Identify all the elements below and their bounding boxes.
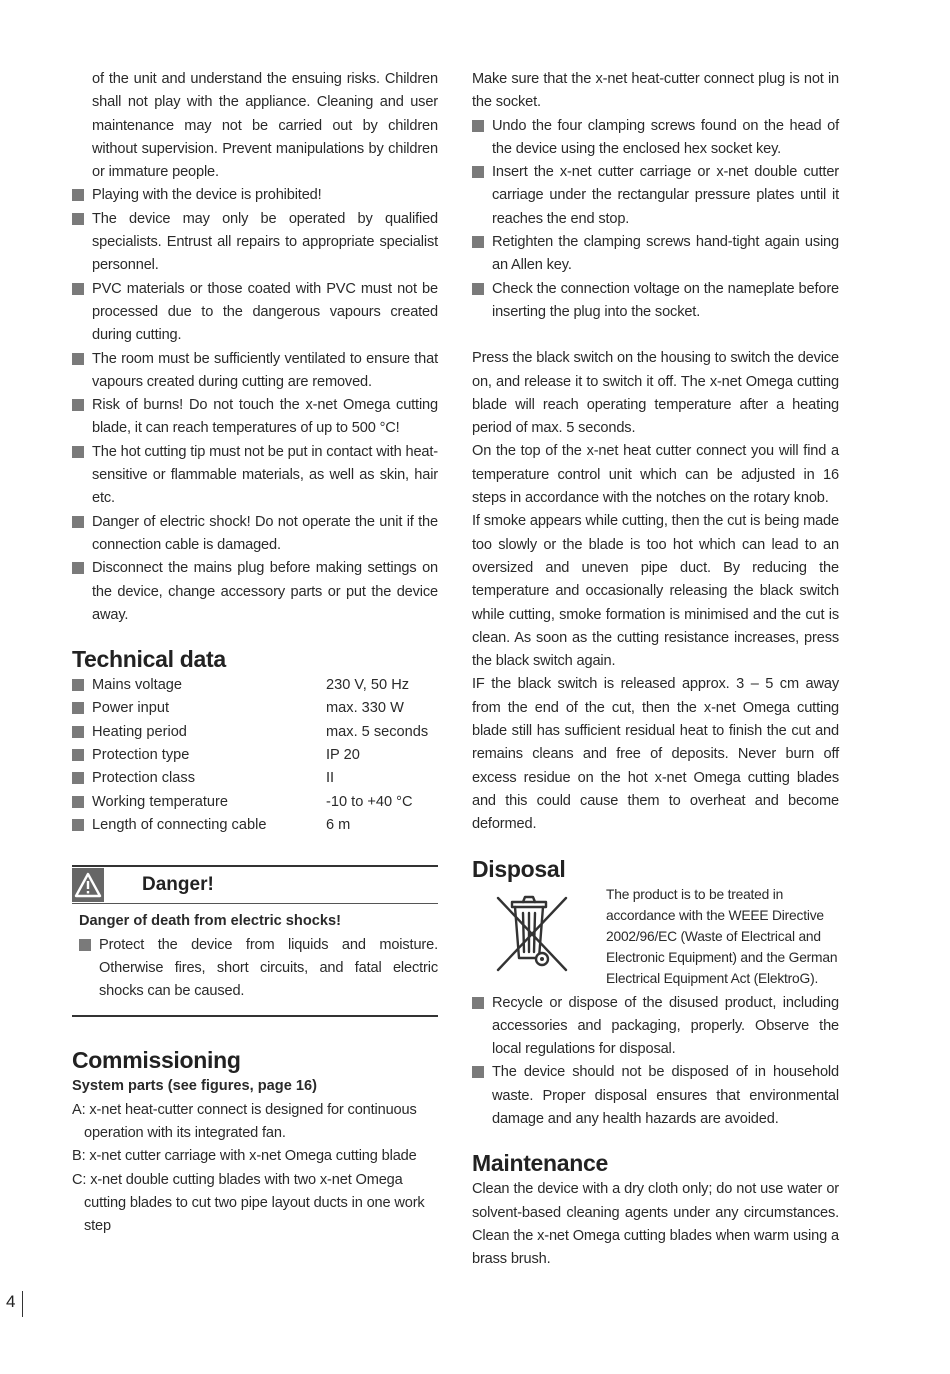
spec-label: Power input: [72, 697, 326, 720]
system-parts-list: [72, 1099, 438, 1239]
spec-label: Mains voltage: [72, 674, 326, 697]
technical-data-table: [72, 674, 438, 837]
technical-data-heading: Technical data: [72, 646, 226, 673]
spec-label: Protection type: [72, 744, 326, 767]
system-parts-heading: System parts (see figures, page 16): [72, 1078, 317, 1095]
list-item: Insert the x-net cutter carriage or x-net double cutter carriage under the rectangular pressure plates until it reaches the end stop.: [472, 161, 839, 231]
list-item: Undo the four clamping screws found on the head of the device using the enclosed hex socket key.: [472, 115, 839, 162]
safety-list: [72, 184, 438, 627]
plug-note: Make sure that the x-net heat-cutter connect plug is not in the socket.: [472, 71, 839, 111]
maintenance-heading: Maintenance: [472, 1150, 609, 1177]
list-item: Protect the device from liquids and moisture. Otherwise fires, short circuits, and fatal electric shocks can be caused.: [79, 934, 438, 1004]
list-item: Danger of electric shock! Do not operate the unit if the connection cable is damaged.: [72, 511, 438, 558]
list-item: Retighten the clamping screws hand-tight again using an Allen key.: [472, 231, 839, 278]
spec-value: 230 V, 50 Hz: [326, 677, 410, 694]
operation-paragraph: IF the black switch is released approx. 3 – 5 cm away from the end of the cut, then the x-net Omega cutting blade still has sufficient residual heat to finish the cut and remains cleans and free of deposits. Never burn off excess residue on the hot x-net Omega cutting blades and this could cause them to overheat and become deformed.: [472, 676, 839, 833]
danger-box: [72, 865, 438, 1017]
left-column: [72, 68, 438, 1238]
disposal-list: [472, 992, 839, 1132]
operation-paragraph: On the top of the x-net heat cutter connect you will find a temperature control unit which can be adjusted in 16 steps in accordance with the notches on the rotary knob.: [472, 443, 839, 507]
disposal-heading: Disposal: [472, 855, 566, 882]
assembly-steps-list: [472, 115, 839, 325]
table-row: [72, 767, 438, 790]
list-item: PVC materials or those coated with PVC must not be processed due to the dangerous vapours created during cutting.: [72, 278, 438, 348]
maintenance-text: Clean the device with a dry cloth only; do not use water or solvent-based cleaning agents under any circumstances. Clean the x-net Omega cutting blades when warm using a brass brush.: [472, 1181, 839, 1268]
spec-value: max. 330 W: [326, 700, 404, 717]
crossed-out-bin-icon: [472, 886, 606, 986]
danger-header: [72, 867, 438, 904]
weee-text: The product is to be treated in accordance with the WEEE Directive 2002/96/EC (Waste of Electrical and Electronic Equipment) and the German Electrical Equipment Act (ElektroG).: [606, 886, 838, 986]
right-column: [472, 68, 839, 1271]
table-row: [72, 721, 438, 744]
list-item: Risk of burns! Do not touch the x-net Omega cutting blade, it can reach temperatures of up to 500 °C!: [72, 394, 438, 441]
spec-value: 6 m: [326, 816, 351, 833]
intro-continuation: of the unit and understand the ensuing risks. Children shall not play with the appliance. Cleaning and user maintenance may not be carried out by children without supervision. Prevent manipulations by children or immature people.: [92, 71, 438, 181]
weee-notice: [472, 886, 839, 989]
spec-label: Protection class: [72, 767, 326, 790]
danger-subtitle: Danger of death from electric shocks!: [79, 913, 341, 930]
table-row: [72, 791, 438, 814]
danger-title: Danger!: [142, 874, 214, 896]
commissioning-heading: Commissioning: [72, 1047, 241, 1074]
operation-paragraph: If smoke appears while cutting, then the cut is being made too slowly or the blade is too hot which can lead to an oversized and uneven pipe duct. By reducing the temperature and occasionally releasing the black switch while cutting, smoke formation is minimised and the cut is clean. As soon as the cutting resistance increases, press the black switch again.: [472, 513, 839, 670]
page-number: 4: [6, 1292, 16, 1311]
table-row: [72, 814, 438, 837]
spec-value: IP 20: [326, 747, 360, 764]
spec-label: Length of connecting cable: [72, 814, 326, 837]
list-item: The hot cutting tip must not be put in contact with heat-sensitive or flammable materials, as well as skin, hair etc.: [72, 441, 438, 511]
list-item: Recycle or dispose of the disused product, including accessories and packaging, properly. Observe the local regulations for disposal.: [472, 992, 839, 1062]
spec-label: Working temperature: [72, 791, 326, 814]
warning-triangle-icon: [72, 868, 104, 902]
list-item: Disconnect the mains plug before making settings on the device, change accessory parts or put the device away.: [72, 557, 438, 627]
page-number-divider: [22, 1291, 23, 1317]
spec-value: -10 to +40 °C: [326, 793, 413, 810]
list-item: The room must be sufficiently ventilated to ensure that vapours created during cutting are removed.: [72, 348, 438, 395]
list-item: B: x-net cutter carriage with x-net Omega cutting blade: [72, 1148, 417, 1165]
list-item: The device should not be disposed of in household waste. Proper disposal ensures that environmental damage and any health hazards are avoided.: [472, 1061, 839, 1131]
table-row: [72, 674, 438, 697]
danger-body: [72, 904, 438, 1015]
list-item: Check the connection voltage on the nameplate before inserting the plug into the socket.: [472, 278, 839, 325]
table-row: [72, 744, 438, 767]
list-item: C: x-net double cutting blades with two x-net Omega cutting blades to cut two pipe layout ducts in one work step: [72, 1171, 425, 1235]
list-item: A: x-net heat-cutter connect is designed for continuous operation with its integrated fan.: [72, 1101, 417, 1141]
danger-list: [79, 934, 438, 1004]
list-item: Playing with the device is prohibited!: [72, 184, 438, 207]
spec-value: II: [326, 770, 335, 787]
list-item: The device may only be operated by qualified specialists. Entrust all repairs to appropriate specialist personnel.: [72, 208, 438, 278]
spec-value: max. 5 seconds: [326, 723, 429, 740]
spec-label: Heating period: [72, 721, 326, 744]
table-row: [72, 697, 438, 720]
operation-paragraph: Press the black switch on the housing to switch the device on, and release it to switch it off. The x-net Omega cutting blade will reach operating temperature after a heating period of max. 5 seconds.: [472, 350, 839, 437]
